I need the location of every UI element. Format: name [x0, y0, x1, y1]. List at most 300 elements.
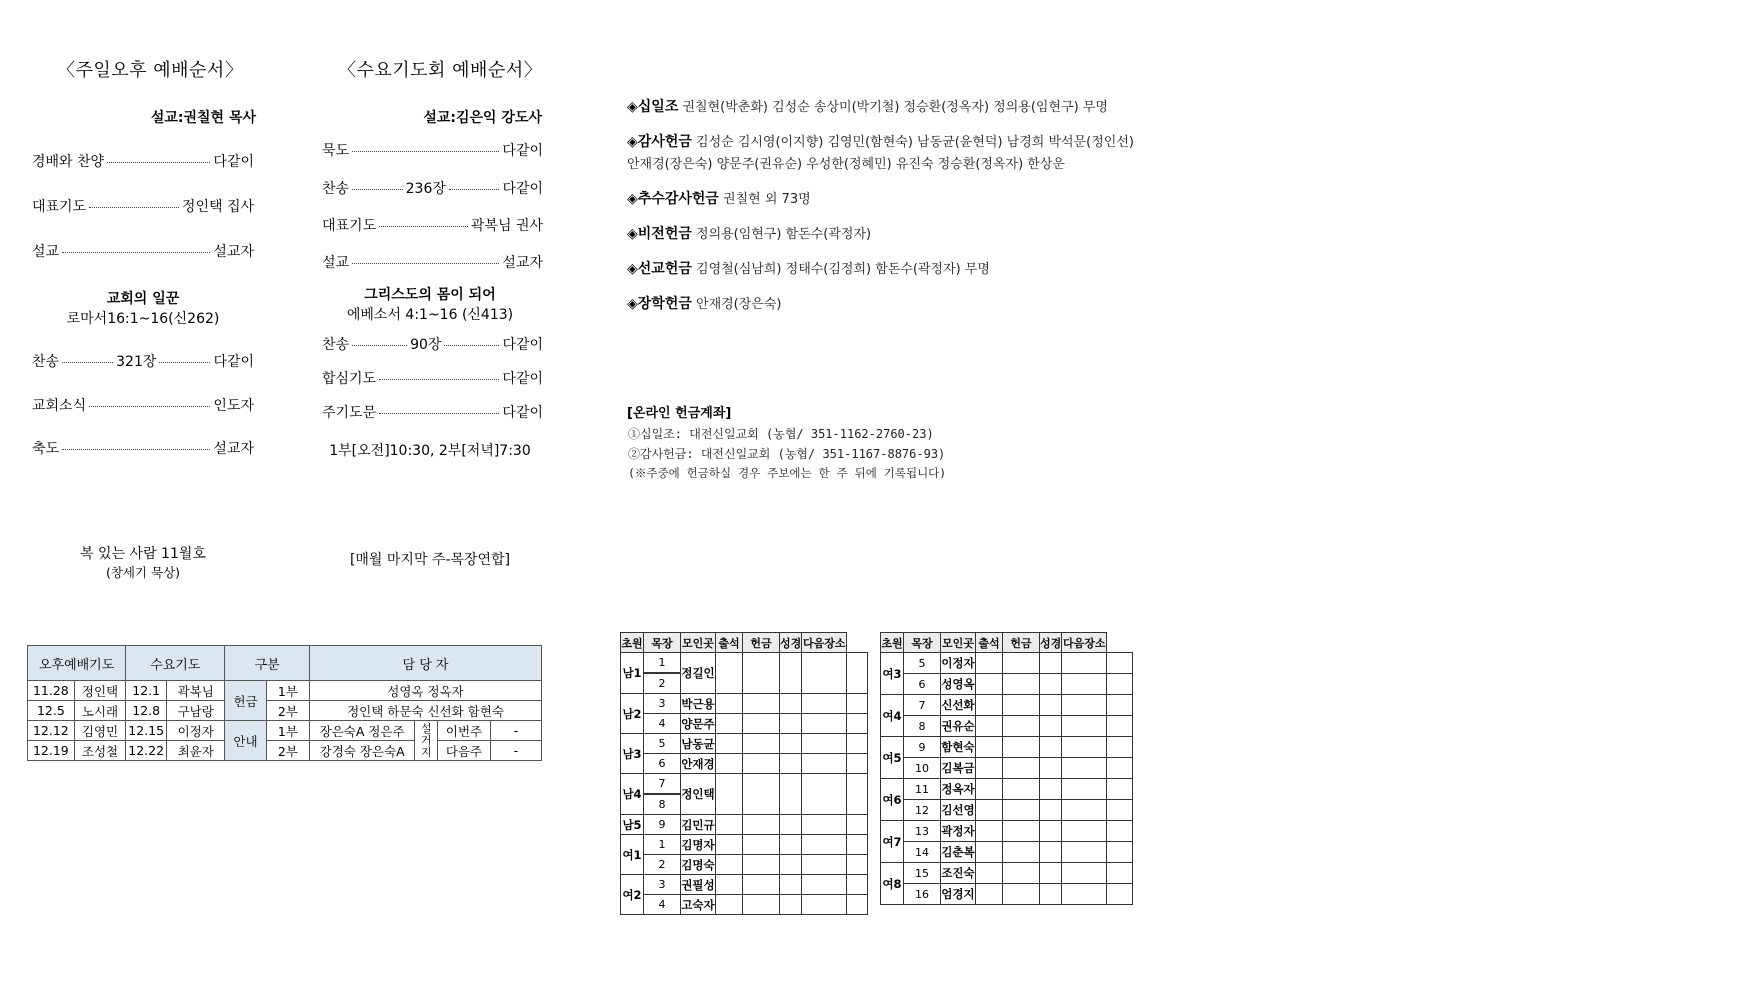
attendance-empty-cell[interactable]: [976, 674, 1003, 695]
leader-dots: [352, 189, 403, 190]
duty-sub: 2부: [266, 701, 309, 721]
duty-header-category: 구분: [225, 646, 310, 681]
attendance-group: 여4: [881, 695, 904, 737]
order-item: [322, 140, 543, 160]
online-account-title: [온라인 헌금계좌]: [627, 406, 732, 421]
wednesday-preacher: 설교:김은익 강도사: [423, 110, 542, 126]
offering-entry: [627, 96, 1135, 119]
duty-name: 조성철: [74, 741, 126, 761]
attendance-group: 여5: [881, 737, 904, 779]
offering-type: ◈비전헌금: [627, 226, 692, 242]
offering-type: ◈추수감사헌금: [627, 191, 719, 207]
attendance-empty-cell[interactable]: [1003, 842, 1040, 863]
attendance-empty-cell[interactable]: [847, 774, 868, 815]
offering-entry: [627, 188, 1135, 211]
attendance-empty-cell[interactable]: [1107, 758, 1133, 779]
attendance-empty-cell[interactable]: [1040, 716, 1062, 737]
order-item-hymn: 90장: [410, 337, 442, 353]
attendance-row: [881, 800, 1133, 821]
order-item: [322, 368, 543, 388]
attendance-empty-cell[interactable]: [743, 653, 780, 694]
sunday-pm-preacher: 설교:권칠현 목사: [150, 110, 256, 126]
attendance-row: [621, 815, 868, 835]
offering-names: 김성순 김시영(이지향) 김영민(함현숙) 남동균(윤현덕) 남경희 박석문(정인선) 안재경(장은숙) 양문주(권유순) 우성한(정혜민) 유진숙 정승환(정옥자) 한상운: [627, 135, 1134, 172]
order-item-value: 곽복님 권사: [470, 218, 543, 234]
attendance-num: 6: [904, 674, 941, 695]
attendance-num: 3: [644, 875, 681, 895]
attendance-empty-cell[interactable]: [743, 694, 780, 714]
attendance-num: 2: [644, 674, 681, 694]
attendance-empty-cell[interactable]: [802, 734, 847, 754]
attendance-leader: 이정자: [941, 653, 976, 674]
sunday-pm-note-line1: 복 있는 사람 11월호: [80, 546, 206, 562]
online-account-line2: ②감사헌금: 대전신일교회 (농협/ 351-1167-8876-93): [628, 447, 946, 461]
duty-sub: 1부: [266, 681, 309, 701]
attendance-empty-cell[interactable]: [847, 895, 868, 915]
attendance-empty-cell[interactable]: [802, 694, 847, 714]
attendance-num: 1: [644, 835, 681, 855]
leader-dots: [62, 449, 210, 450]
offering-names: 정의용(임현구) 함돈수(곽정자): [691, 227, 872, 242]
duty-row: [28, 681, 542, 701]
attendance-empty-cell[interactable]: [743, 875, 780, 895]
attendance-empty-cell[interactable]: [847, 815, 868, 835]
attendance-empty-cell[interactable]: [1003, 674, 1040, 695]
attendance-empty-cell[interactable]: [716, 774, 743, 815]
leader-dots: [444, 345, 499, 346]
attendance-empty-cell[interactable]: [976, 695, 1003, 716]
attendance-empty-cell[interactable]: [1062, 863, 1107, 884]
attendance-empty-cell[interactable]: [780, 754, 802, 774]
order-item: [32, 395, 254, 415]
attendance-empty-cell[interactable]: [1107, 863, 1133, 884]
attendance-empty-cell[interactable]: [1003, 863, 1040, 884]
attendance-num: 10: [904, 758, 941, 779]
order-item-value: 정인택 집사: [181, 199, 254, 215]
attendance-empty-cell[interactable]: [743, 714, 780, 734]
attendance-group: 여6: [881, 779, 904, 821]
attendance-row: [881, 758, 1133, 779]
attendance-header-row: [621, 633, 868, 653]
duty-persons: 정인택 하문숙 신선화 함현숙: [309, 701, 541, 721]
duty-date: 12.5: [28, 701, 75, 721]
attendance-empty-cell[interactable]: [1040, 863, 1062, 884]
leader-dots: [352, 151, 499, 152]
order-item: [32, 151, 254, 171]
order-item-label: 대표기도: [322, 218, 377, 234]
attendance-header-cell: 성경: [1040, 633, 1062, 653]
duty-date: 12.1: [126, 681, 167, 701]
attendance-empty-cell[interactable]: [743, 835, 780, 855]
attendance-row: [621, 734, 868, 754]
duty-dash: -: [490, 741, 541, 761]
order-item-value: 다같이: [502, 405, 543, 421]
attendance-leader: 김민규: [681, 815, 716, 835]
attendance-empty-cell[interactable]: [847, 694, 868, 714]
attendance-num: 15: [904, 863, 941, 884]
duty-persons: 강경숙 장은숙A: [309, 741, 414, 761]
attendance-table-left: [620, 632, 868, 915]
attendance-empty-cell[interactable]: [780, 714, 802, 734]
attendance-empty-cell[interactable]: [976, 821, 1003, 842]
attendance-empty-cell[interactable]: [802, 653, 847, 694]
attendance-empty-cell[interactable]: [780, 895, 802, 915]
attendance-empty-cell[interactable]: [802, 835, 847, 855]
attendance-empty-cell[interactable]: [780, 774, 802, 815]
attendance-empty-cell[interactable]: [1040, 674, 1062, 695]
attendance-empty-cell[interactable]: [1003, 800, 1040, 821]
order-item-label: 찬송: [32, 354, 60, 370]
attendance-empty-cell[interactable]: [976, 758, 1003, 779]
attendance-empty-cell[interactable]: [1062, 653, 1107, 674]
attendance-empty-cell[interactable]: [1040, 779, 1062, 800]
attendance-leader: 박근용: [681, 694, 716, 714]
attendance-row: [881, 884, 1133, 905]
order-item-value: 다같이: [213, 354, 255, 370]
attendance-num: 5: [904, 653, 941, 674]
attendance-empty-cell[interactable]: [976, 863, 1003, 884]
attendance-row: [621, 835, 868, 855]
offering-names: 김영철(심남희) 정태수(김정희) 함돈수(곽정자) 무명: [691, 262, 990, 277]
attendance-header-cell: 목장: [904, 633, 941, 653]
attendance-num: 4: [644, 895, 681, 915]
attendance-empty-cell[interactable]: [847, 835, 868, 855]
sunday-pm-note-line2: (창세기 묵상): [105, 565, 181, 580]
leader-dots: [89, 406, 210, 407]
attendance-num: 4: [644, 714, 681, 734]
attendance-empty-cell[interactable]: [743, 754, 780, 774]
attendance-empty-cell[interactable]: [1003, 653, 1040, 674]
attendance-empty-cell[interactable]: [743, 734, 780, 754]
attendance-empty-cell[interactable]: [847, 754, 868, 774]
order-item-label: 합심기도: [322, 371, 377, 387]
order-item-value: 설교자: [213, 244, 254, 260]
duty-category-offering: 헌금: [225, 681, 266, 721]
attendance-empty-cell[interactable]: [976, 884, 1003, 905]
attendance-empty-cell[interactable]: [802, 875, 847, 895]
duty-sub: 2부: [266, 741, 309, 761]
order-item: [322, 334, 543, 354]
attendance-row: [881, 863, 1133, 884]
attendance-group: 남4: [621, 774, 644, 815]
attendance-group: 남2: [621, 694, 644, 734]
order-item: [32, 241, 254, 261]
attendance-empty-cell[interactable]: [780, 653, 802, 694]
attendance-empty-cell[interactable]: [1062, 737, 1107, 758]
attendance-empty-cell[interactable]: [1040, 821, 1062, 842]
attendance-empty-cell[interactable]: [716, 895, 743, 915]
attendance-leader: 김복금: [941, 758, 976, 779]
order-item-value: 다같이: [502, 371, 543, 387]
attendance-empty-cell[interactable]: [716, 835, 743, 855]
attendance-leader: 성영옥: [941, 674, 976, 695]
attendance-empty-cell[interactable]: [1040, 842, 1062, 863]
attendance-row: [881, 653, 1133, 674]
attendance-leader: 고숙자: [681, 895, 716, 915]
attendance-leader: 곽정자: [941, 821, 976, 842]
attendance-header-cell: 성경: [780, 633, 802, 653]
duty-name: 구남랑: [167, 701, 225, 721]
attendance-empty-cell[interactable]: [1062, 821, 1107, 842]
attendance-header-cell: 출석: [976, 633, 1003, 653]
attendance-group: 남3: [621, 734, 644, 774]
attendance-empty-cell[interactable]: [1062, 800, 1107, 821]
attendance-empty-cell[interactable]: [1040, 758, 1062, 779]
attendance-empty-cell[interactable]: [802, 855, 847, 875]
offering-names: 권칠현(박춘화) 김성순 송상미(박기철) 정승환(정옥자) 정의용(임현구) 무명: [678, 100, 1108, 115]
attendance-group: 남1: [621, 653, 644, 694]
attendance-leader: 정길인: [681, 653, 716, 694]
order-item-label: 찬송: [322, 181, 350, 197]
attendance-empty-cell[interactable]: [743, 895, 780, 915]
offerings-list: [627, 96, 1135, 328]
duty-name: 노시래: [74, 701, 126, 721]
offering-type: ◈십일조: [627, 99, 679, 115]
attendance-empty-cell[interactable]: [1040, 653, 1062, 674]
order-item-label: 찬송: [322, 337, 350, 353]
attendance-num: 16: [904, 884, 941, 905]
attendance-header-cell: 출석: [716, 633, 743, 653]
attendance-header-cell: 목장: [644, 633, 681, 653]
attendance-row: [881, 737, 1133, 758]
attendance-empty-cell[interactable]: [1040, 695, 1062, 716]
attendance-leader: 김명자: [681, 835, 716, 855]
order-item-label: 대표기도: [32, 199, 87, 215]
attendance-num: 13: [904, 821, 941, 842]
attendance-empty-cell[interactable]: [1062, 842, 1107, 863]
attendance-leader: 김선영: [941, 800, 976, 821]
order-item-value: 설교자: [502, 255, 543, 271]
attendance-empty-cell[interactable]: [716, 754, 743, 774]
order-item-value: 다같이: [502, 181, 544, 197]
attendance-empty-cell[interactable]: [1062, 884, 1107, 905]
attendance-empty-cell[interactable]: [802, 714, 847, 734]
attendance-num: 11: [904, 779, 941, 800]
leader-dots: [62, 362, 113, 363]
attendance-row: [621, 875, 868, 895]
duty-header-row: [28, 646, 542, 681]
offering-names: 안재경(장은숙): [691, 297, 782, 312]
attendance-empty-cell[interactable]: [847, 653, 868, 694]
duty-header-persons: 담 당 자: [309, 646, 541, 681]
attendance-empty-cell[interactable]: [802, 774, 847, 815]
sunday-pm-sermon-ref: 로마서16:1~16(신262): [66, 311, 220, 327]
attendance-empty-cell[interactable]: [976, 842, 1003, 863]
leader-dots: [379, 413, 499, 414]
attendance-num: 8: [644, 795, 681, 815]
attendance-empty-cell[interactable]: [780, 855, 802, 875]
attendance-num: 7: [904, 695, 941, 716]
attendance-empty-cell[interactable]: [780, 734, 802, 754]
attendance-header-row: [881, 633, 1133, 653]
attendance-row: [621, 774, 868, 795]
order-item: [32, 196, 254, 216]
duty-next-week: 다음주: [438, 741, 491, 761]
attendance-header-cell: 헌금: [1003, 633, 1040, 653]
attendance-empty-cell[interactable]: [1062, 674, 1107, 695]
attendance-empty-cell[interactable]: [716, 734, 743, 754]
order-item-label: 축도: [32, 441, 60, 457]
leader-dots: [352, 263, 499, 264]
attendance-empty-cell[interactable]: [716, 714, 743, 734]
attendance-empty-cell[interactable]: [802, 815, 847, 835]
attendance-empty-cell[interactable]: [847, 734, 868, 754]
attendance-empty-cell[interactable]: [716, 815, 743, 835]
duty-this-week: 이번주: [438, 721, 491, 741]
order-item: [322, 402, 543, 422]
duty-persons: 성영옥 정옥자: [309, 681, 541, 701]
attendance-row: [621, 754, 868, 774]
duty-persons: 장은숙A 정은주: [309, 721, 414, 741]
attendance-group: 여2: [621, 875, 644, 915]
attendance-empty-cell[interactable]: [1003, 884, 1040, 905]
attendance-empty-cell[interactable]: [976, 800, 1003, 821]
attendance-num: 3: [644, 694, 681, 714]
attendance-empty-cell[interactable]: [976, 653, 1003, 674]
attendance-empty-cell[interactable]: [716, 694, 743, 714]
attendance-empty-cell[interactable]: [1003, 758, 1040, 779]
wednesday-sermon-ref: 에베소서 4:1~16 (신413): [346, 307, 514, 323]
offering-entry: [627, 258, 1135, 281]
order-item-label: 묵도: [322, 143, 350, 159]
attendance-empty-cell[interactable]: [1107, 674, 1133, 695]
attendance-empty-cell[interactable]: [716, 875, 743, 895]
attendance-group: 여1: [621, 835, 644, 875]
order-item-label: 경배와 찬양: [32, 154, 105, 170]
leader-dots: [62, 252, 210, 253]
attendance-empty-cell[interactable]: [780, 694, 802, 714]
offering-entry: [627, 293, 1135, 316]
attendance-empty-cell[interactable]: [716, 855, 743, 875]
attendance-empty-cell[interactable]: [1003, 716, 1040, 737]
attendance-empty-cell[interactable]: [1062, 695, 1107, 716]
attendance-empty-cell[interactable]: [1107, 779, 1133, 800]
attendance-empty-cell[interactable]: [743, 855, 780, 875]
attendance-row: [881, 674, 1133, 695]
attendance-row: [621, 653, 868, 674]
attendance-row: [621, 895, 868, 915]
attendance-group: 여8: [881, 863, 904, 905]
attendance-empty-cell[interactable]: [1062, 716, 1107, 737]
attendance-empty-cell[interactable]: [1107, 695, 1133, 716]
attendance-row: [621, 855, 868, 875]
attendance-empty-cell[interactable]: [743, 774, 780, 815]
order-item-value: 인도자: [213, 398, 254, 414]
attendance-empty-cell[interactable]: [976, 737, 1003, 758]
offering-type: ◈선교헌금: [627, 261, 692, 277]
attendance-row: [881, 695, 1133, 716]
attendance-header-cell: 헌금: [743, 633, 780, 653]
duty-row: [28, 741, 542, 761]
attendance-empty-cell[interactable]: [1107, 737, 1133, 758]
attendance-empty-cell[interactable]: [780, 835, 802, 855]
duty-header-wednesday-prayer: 수요기도: [126, 646, 225, 681]
wednesday-sermon-title: 그리스도의 몸이 되어: [364, 287, 496, 303]
attendance-empty-cell[interactable]: [1040, 737, 1062, 758]
attendance-empty-cell[interactable]: [1062, 779, 1107, 800]
order-item-label: 교회소식: [32, 398, 87, 414]
attendance-empty-cell[interactable]: [1062, 758, 1107, 779]
order-item-value: 다같이: [213, 154, 254, 170]
sunday-pm-title: 〈주일오후 예배순서〉: [57, 60, 244, 81]
attendance-empty-cell[interactable]: [1003, 821, 1040, 842]
attendance-header-cell: 초원: [881, 633, 904, 653]
attendance-empty-cell[interactable]: [1107, 842, 1133, 863]
leader-dots: [379, 379, 499, 380]
offering-type: ◈감사헌금: [627, 134, 692, 150]
online-account-note: (※주중에 헌금하실 경우 주보에는 한 주 뒤에 기록됩니다): [628, 466, 947, 480]
attendance-header-cell: 모인곳: [681, 633, 716, 653]
offering-type: ◈장학헌금: [627, 296, 692, 312]
attendance-empty-cell[interactable]: [976, 716, 1003, 737]
order-item: [322, 215, 543, 235]
attendance-leader: 정인택: [681, 774, 716, 815]
duty-name: 김영민: [74, 721, 126, 741]
attendance-empty-cell[interactable]: [847, 855, 868, 875]
duty-date: 12.15: [126, 721, 167, 741]
order-item-value: 다같이: [502, 143, 543, 159]
attendance-empty-cell[interactable]: [743, 815, 780, 835]
offering-entry: [627, 223, 1135, 246]
attendance-row: [621, 694, 868, 714]
leader-dots: [379, 226, 468, 227]
attendance-empty-cell[interactable]: [1003, 779, 1040, 800]
attendance-leader: 남동균: [681, 734, 716, 754]
attendance-group: 남5: [621, 815, 644, 835]
attendance-empty-cell[interactable]: [1003, 695, 1040, 716]
attendance-empty-cell[interactable]: [780, 815, 802, 835]
attendance-empty-cell[interactable]: [780, 875, 802, 895]
duty-cleaning-label: 설거지: [415, 721, 438, 761]
attendance-empty-cell[interactable]: [1107, 800, 1133, 821]
attendance-empty-cell[interactable]: [802, 754, 847, 774]
attendance-empty-cell[interactable]: [1040, 884, 1062, 905]
attendance-empty-cell[interactable]: [847, 875, 868, 895]
attendance-empty-cell[interactable]: [1003, 737, 1040, 758]
duty-header-afternoon-prayer: 오후예배기도: [28, 646, 126, 681]
attendance-empty-cell[interactable]: [976, 779, 1003, 800]
attendance-empty-cell[interactable]: [802, 895, 847, 915]
attendance-header-cell: 다음장소: [1062, 633, 1107, 653]
attendance-empty-cell[interactable]: [716, 653, 743, 694]
order-item-hymn: 321장: [116, 354, 157, 370]
attendance-empty-cell[interactable]: [1107, 821, 1133, 842]
attendance-leader: 권필성: [681, 875, 716, 895]
order-item-label: 설교: [322, 255, 350, 271]
attendance-empty-cell[interactable]: [847, 714, 868, 734]
attendance-leader: 신선화: [941, 695, 976, 716]
attendance-num: 6: [644, 754, 681, 774]
online-account-line1: ①십일조: 대전신일교회 (농협/ 351-1162-2760-23): [628, 427, 934, 441]
attendance-header-cell: 모인곳: [941, 633, 976, 653]
offering-entry: [627, 131, 1135, 176]
order-item-label: 설교: [32, 244, 60, 260]
leader-dots: [352, 345, 407, 346]
duty-date: 11.28: [28, 681, 75, 701]
attendance-row: [881, 779, 1133, 800]
attendance-num: 5: [644, 734, 681, 754]
attendance-leader: 조진숙: [941, 863, 976, 884]
attendance-empty-cell[interactable]: [1107, 653, 1133, 674]
attendance-leader: 양문주: [681, 714, 716, 734]
attendance-empty-cell[interactable]: [1107, 716, 1133, 737]
attendance-empty-cell[interactable]: [1107, 884, 1133, 905]
attendance-num: 9: [644, 815, 681, 835]
leader-dots: [449, 189, 500, 190]
attendance-num: 9: [904, 737, 941, 758]
attendance-empty-cell[interactable]: [1040, 800, 1062, 821]
attendance-row: [881, 842, 1133, 863]
